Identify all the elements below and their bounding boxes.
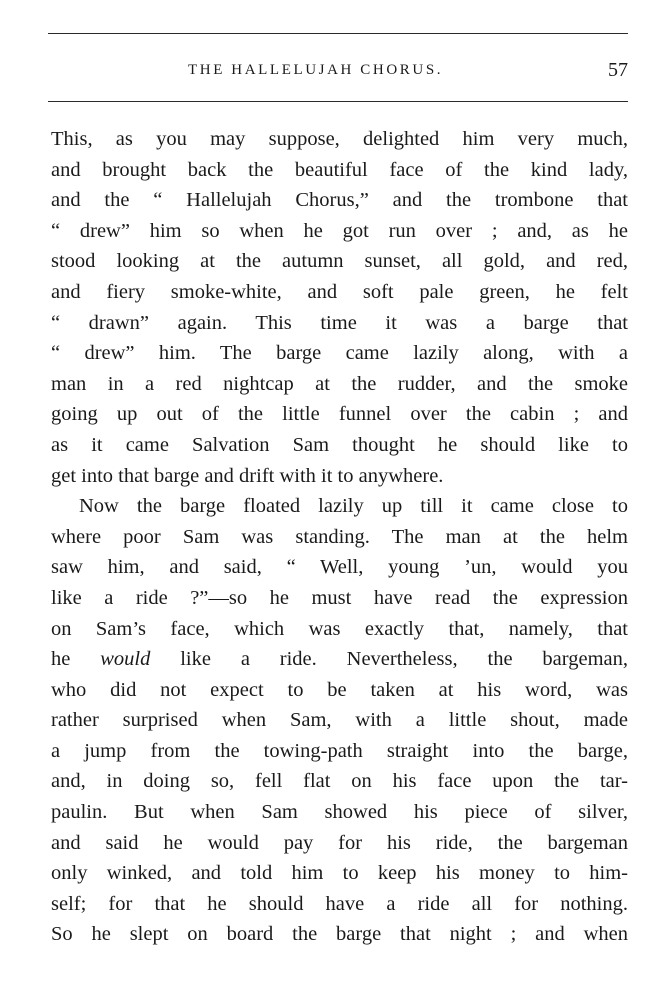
text-line: and brought back the beautiful face of the kind lady,: [51, 158, 628, 181]
text-line: and, in doing so, fell flat on his face upon the tar-: [51, 770, 628, 793]
running-head: [48, 60, 628, 86]
body-text: [51, 124, 628, 950]
text-line: and the “ Hallelujah Chorus,” and the trombone that: [51, 189, 628, 212]
text-line: on Sam’s face, which was exactly that, namely, that: [51, 617, 628, 640]
header-bottom-rule: [48, 101, 628, 102]
text-line: where poor Sam was standing. The man at the helm: [51, 525, 628, 548]
text-fragment: like a ride. Nevertheless, the bargeman,: [150, 648, 628, 671]
text-line: paulin. But when Sam showed his piece of silver,: [51, 801, 628, 824]
text-line: rather surprised when Sam, with a little shout, made: [51, 709, 628, 732]
text-line: This, as you may suppose, delighted him very much,: [51, 128, 628, 150]
text-line: man in a red nightcap at the rudder, and the smoke: [51, 372, 628, 395]
text-line: So he slept on board the barge that night ; and when: [51, 923, 628, 946]
text-line: who did not expect to be taken at his word, was: [51, 678, 628, 701]
text-line: a jump from the towing-path straight into the barge,: [51, 739, 628, 762]
page-number: 57: [608, 59, 628, 81]
text-line: saw him, and said, “ Well, young ’un, would you: [51, 556, 628, 579]
text-fragment: he: [51, 648, 101, 671]
text-line: like a ride ?”—so he must have read the expression: [51, 586, 628, 609]
header-top-rule: [48, 33, 628, 34]
text-line: “ drew” him. The barge came lazily along, with a: [51, 342, 628, 365]
running-title: THE HALLELUJAH CHORUS.: [188, 62, 444, 78]
text-line: get into that barge and drift with it to anywhere.: [51, 464, 444, 487]
text-line: and said he would pay for his ride, the bargeman: [51, 831, 628, 854]
text-line: self; for that he should have a ride all for nothing.: [51, 892, 628, 915]
text-line: as it came Salvation Sam thought he should like to: [51, 433, 628, 456]
text-line: and fiery smoke-white, and soft pale green, he felt: [51, 280, 628, 303]
text-line: “ drawn” again. This time it was a barge that: [51, 311, 628, 334]
italic-word: would: [100, 648, 151, 671]
text-line: [51, 644, 628, 675]
text-line: only winked, and told him to keep his money to him-: [51, 862, 628, 885]
text-line: Now the barge floated lazily up till it came close to: [79, 495, 628, 518]
text-line: going up out of the little funnel over the cabin ; and: [51, 403, 628, 426]
text-line: stood looking at the autumn sunset, all gold, and red,: [51, 250, 628, 273]
text-line: “ drew” him so when he got run over ; and, as he: [51, 219, 628, 242]
